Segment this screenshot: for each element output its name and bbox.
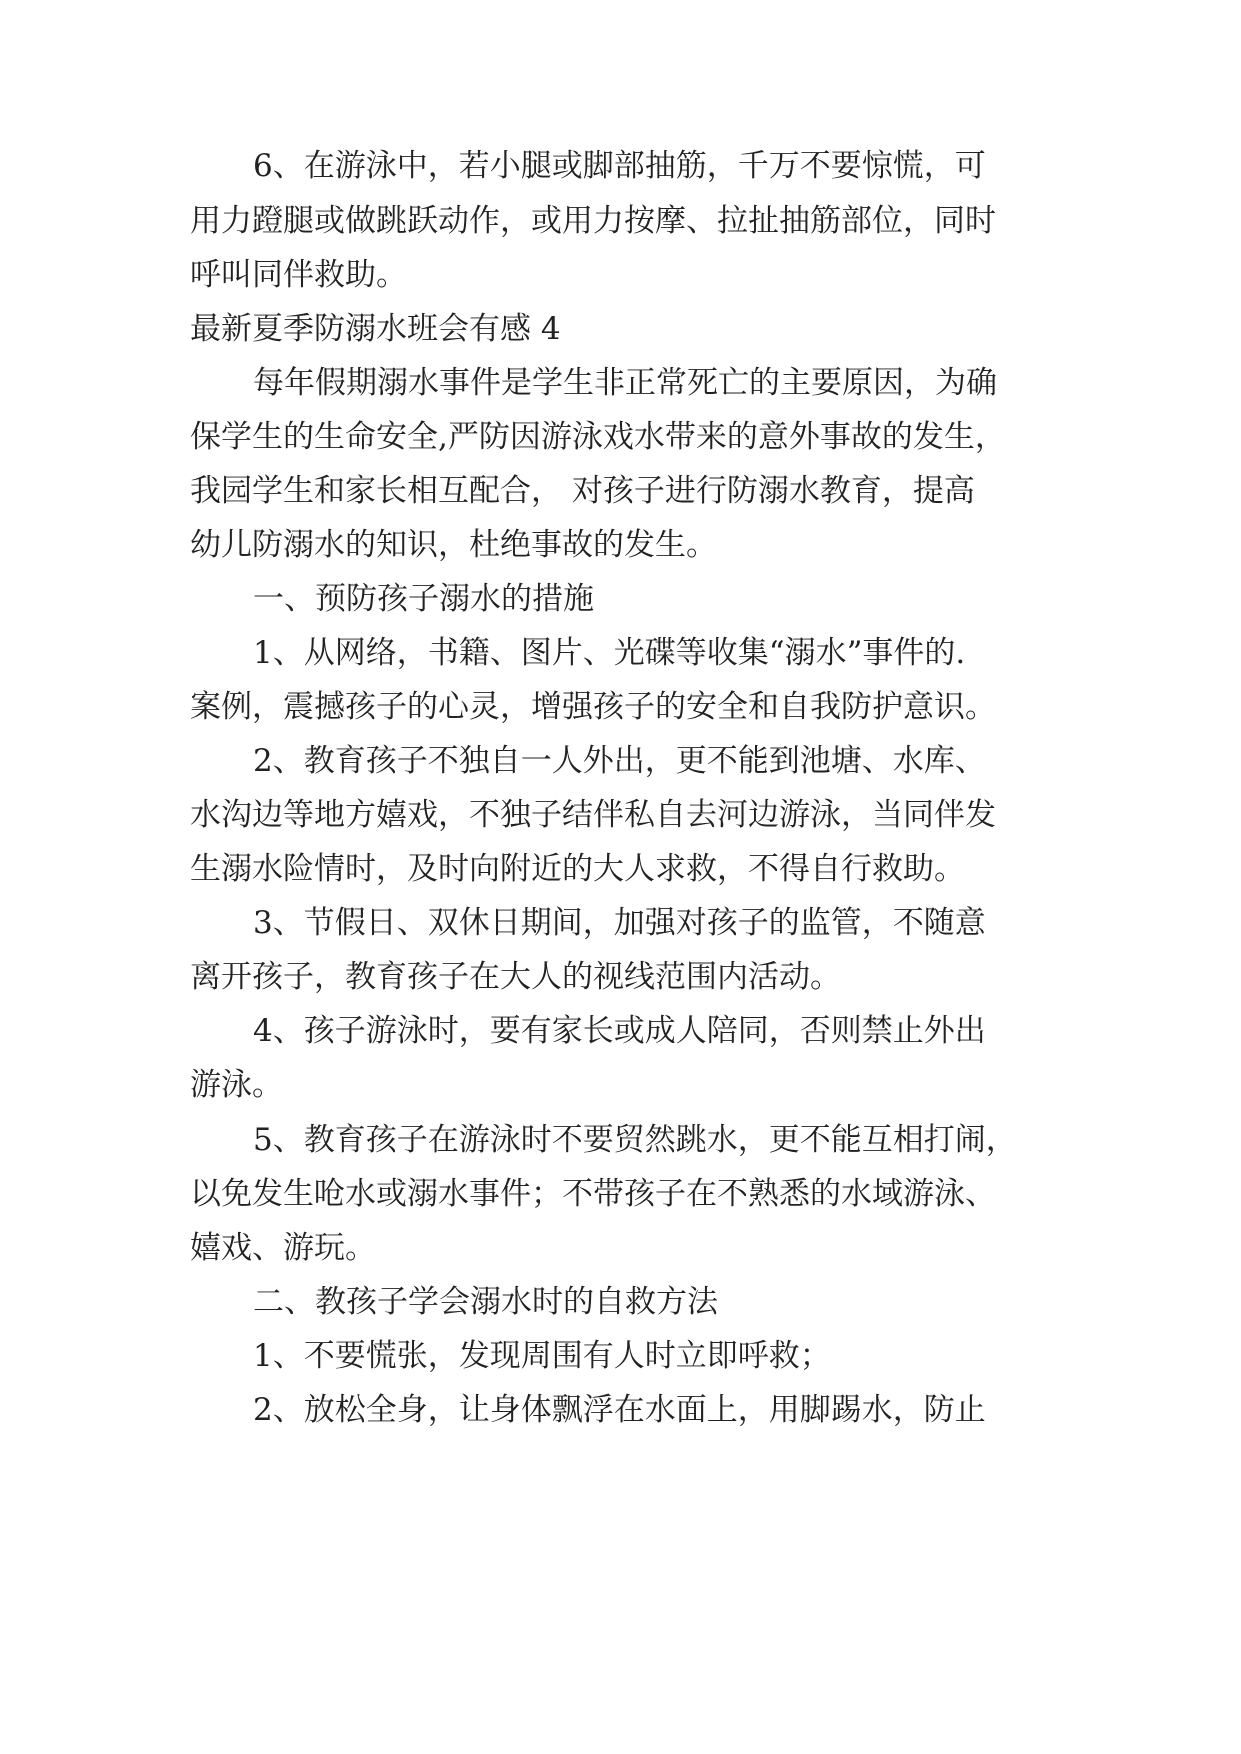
subsection-heading: 一、预防孩子溺水的措施 bbox=[253, 581, 594, 617]
list-item: 2、教育孩子不独自一人外出，更不能到池塘、水库、 bbox=[253, 743, 986, 779]
list-item-continuation: 以免发生呛水或溺水事件；不带孩子在不熟悉的水域游泳、 bbox=[190, 1176, 996, 1212]
list-item: 3、节假日、双休日期间，加强对孩子的监管，不随意 bbox=[253, 905, 986, 941]
list-item-continuation: 嬉戏、游玩。 bbox=[190, 1230, 376, 1266]
list-item: 2、放松全身，让身体飘浮在水面上，用脚踢水，防止 bbox=[253, 1392, 986, 1428]
list-item: 4、孩子游泳时，要有家长或成人陪同，否则禁止外出 bbox=[253, 1013, 986, 1049]
list-item-continuation: 案例，震撼孩子的心灵，增强孩子的安全和自我防护意识。 bbox=[190, 689, 996, 725]
paragraph-line: 用力蹬腿或做跳跃动作，或用力按摩、拉扯抽筋部位，同时 bbox=[190, 203, 996, 239]
list-item-continuation: 离开孩子，教育孩子在大人的视线范围内活动。 bbox=[190, 959, 841, 995]
paragraph-line: 呼叫同伴救助。 bbox=[190, 257, 407, 293]
paragraph-line: 我园学生和家长相互配合， 对孩子进行防溺水教育，提高 bbox=[190, 473, 975, 509]
list-item: 1、不要慌张，发现周围有人时立即呼救； bbox=[253, 1338, 831, 1374]
list-item-continuation: 生溺水险情时，及时向附近的大人求救，不得自行救助。 bbox=[190, 851, 965, 887]
list-item-continuation: 水沟边等地方嬉戏，不独子结伴私自去河边游泳，当同伴发 bbox=[190, 797, 996, 833]
subsection-heading: 二、教孩子学会溺水时的自救方法 bbox=[253, 1284, 718, 1320]
paragraph-line: 保学生的生命安全,严防因游泳戏水带来的意外事故的发生， bbox=[190, 419, 1006, 455]
paragraph-line: 6、在游泳中，若小腿或脚部抽筋，千万不要惊慌，可 bbox=[253, 148, 986, 184]
paragraph-line: 每年假期溺水事件是学生非正常死亡的主要原因，为确 bbox=[253, 365, 997, 401]
section-heading: 最新夏季防溺水班会有感 4 bbox=[190, 311, 561, 347]
list-item: 1、从网络，书籍、图片、光碟等收集“溺水”事件的. bbox=[253, 635, 966, 671]
list-item: 5、教育孩子在游泳时不要贸然跳水，更不能互相打闹， bbox=[253, 1122, 1017, 1158]
list-item-continuation: 游泳。 bbox=[190, 1067, 283, 1103]
paragraph-line: 幼儿防溺水的知识，杜绝事故的发生。 bbox=[190, 527, 717, 563]
